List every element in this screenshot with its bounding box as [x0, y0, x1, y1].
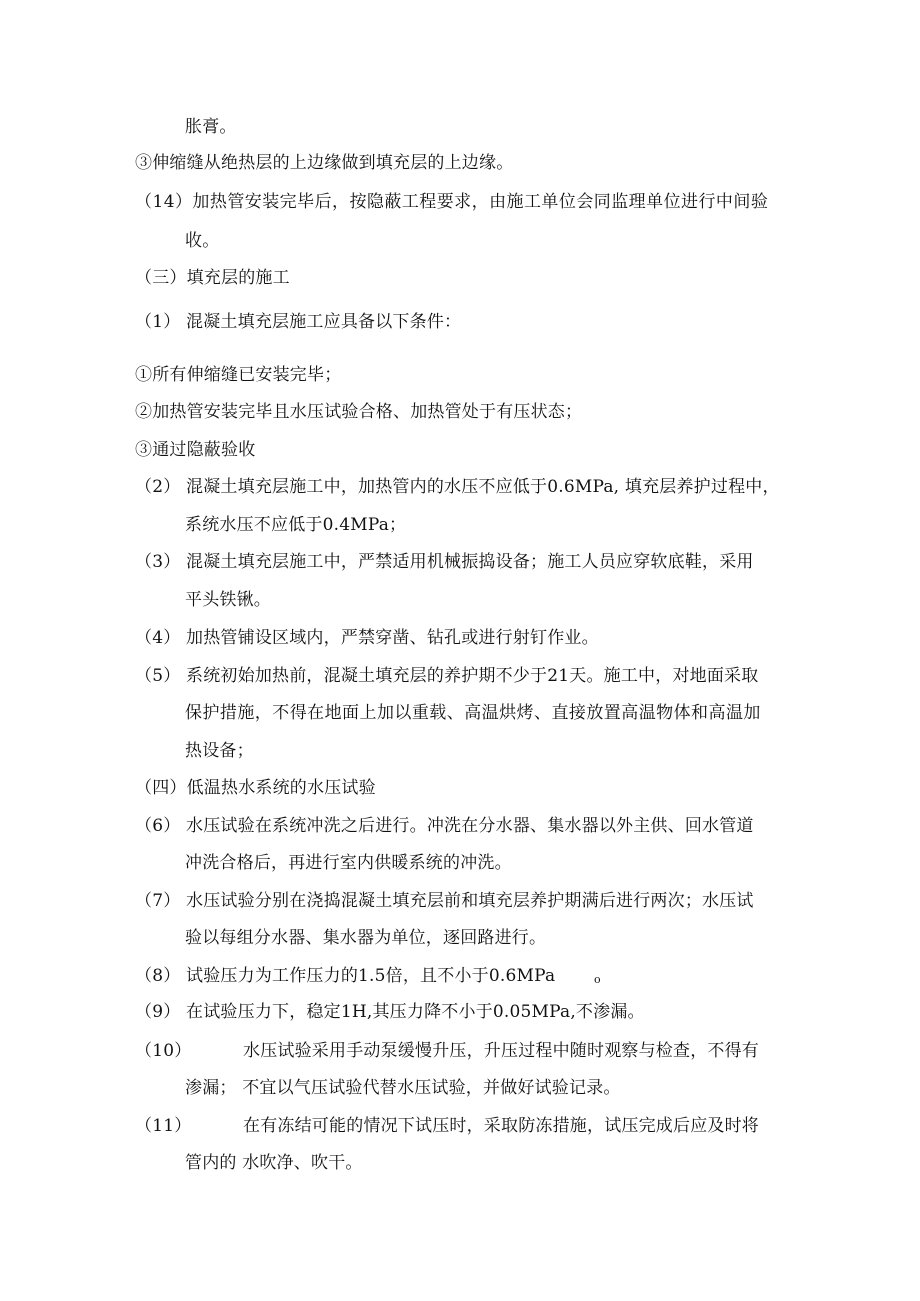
text-line: 在有冻结可能的情况下试压时，采取防冻措施，试压完成后应及时将 [243, 1116, 759, 1136]
text-line: 验以每组分水器、集水器为单位，逐回路进行。 [185, 928, 547, 948]
text-line: 渗漏； 不宜以气压试验代替水压试验，并做好试验记录。 [185, 1078, 621, 1098]
text-line: 水压试验采用手动泵缓慢升压，升压过程中随时观察与检查，不得有 [243, 1041, 759, 1061]
item-number: （10） [135, 1041, 192, 1061]
text-line: （8） 试验压力为工作压力的1.5倍，且不小于0.6MPa [135, 966, 556, 986]
section-heading: （三）填充层的施工 [135, 268, 290, 288]
text-line: ①所有伸缩缝已安装完毕； [135, 365, 342, 385]
section-heading: （四）低温热水系统的水压试验 [135, 778, 376, 798]
text-line: （6） 水压试验在系统冲洗之后进行。冲洗在分水器、集水器以外主供、回水管道 [135, 816, 754, 836]
text-line: （4） 加热管铺设区域内，严禁穿凿、钻孔或进行射钉作业。 [135, 628, 599, 648]
text-line: 冲洗合格后，再进行室内供暖系统的冲洗。 [185, 853, 512, 873]
text-line: 系统水压不应低于0.4MPa； [185, 515, 407, 535]
text-line: 平头铁锹。 [185, 590, 271, 610]
text-line: 收。 [185, 231, 220, 251]
text-line: （7） 水压试验分别在浇捣混凝土填充层前和填充层养护期满后进行两次；水压试 [135, 891, 754, 911]
text-line: ③伸缩缝从绝热层的上边缘做到填充层的上边缘。 [135, 153, 514, 173]
text-line: ③通过隐蔽验收 [135, 440, 256, 460]
text-line: （9） 在试验压力下，稳定1H,其压力降不小于0.05MPa,不渗漏。 [135, 1002, 645, 1022]
text-line: （5） 系统初始加热前，混凝土填充层的养护期不少于21天。施工中，对地面采取 [135, 666, 759, 686]
text-line: 管内的 水吹净、吹干。 [185, 1153, 363, 1173]
text-line: 热设备； [185, 741, 254, 761]
text-line: （2） 混凝土填充层施工中，加热管内的水压不应低于0.6MPa, 填充层养护过程中， [135, 477, 780, 497]
text-line: 胀膏。 [185, 117, 237, 137]
text-line: （14）加热管安装完毕后，按隐蔽工程要求，由施工单位会同监理单位进行中间验 [135, 192, 769, 212]
item-number: （11） [135, 1116, 192, 1136]
text-line: 保护措施，不得在地面上加以重载、高温烘烤、直接放置高温物体和高温加 [185, 703, 761, 723]
text-line: ②加热管安装完毕且水压试验合格、加热管处于有压状态； [135, 402, 583, 422]
text-line: （3） 混凝土填充层施工中，严禁适用机械振捣设备；施工人员应穿软底鞋，采用 [135, 552, 754, 572]
text-line: （1） 混凝土填充层施工应具备以下条件： [135, 312, 462, 332]
text-subscript: o [594, 973, 601, 986]
